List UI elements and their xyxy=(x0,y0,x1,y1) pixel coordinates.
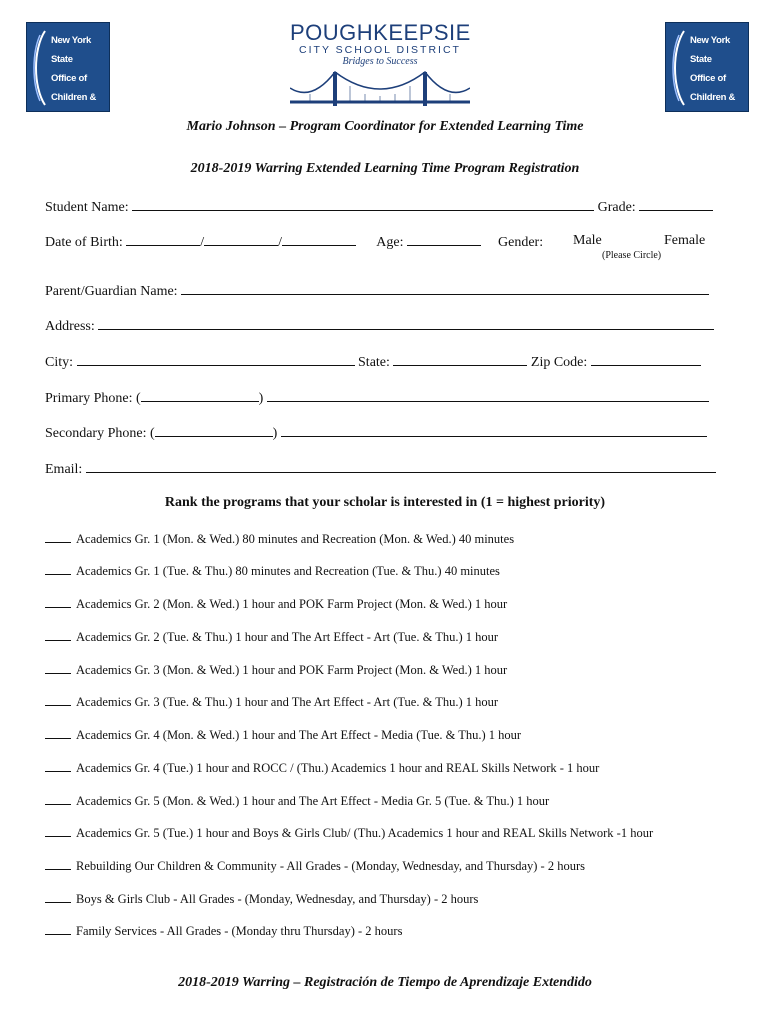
program-label: Academics Gr. 5 (Mon. & Wed.) 1 hour and The Art Effect - Media Gr. 5 (Tue. & Thu.) 1 hour xyxy=(76,794,550,808)
program-label: Academics Gr. 1 (Mon. & Wed.) 80 minutes and Recreation (Mon. & Wed.) 40 minutes xyxy=(76,532,515,546)
rank-input[interactable] xyxy=(45,858,71,870)
rank-title: Rank the programs that your scholar is interested in (1 = highest priority) xyxy=(164,495,606,510)
rank-input[interactable] xyxy=(45,825,71,837)
program-label: Rebuilding Our Children & Community - All Grades - (Monday, Wednesday, and Thursday) - 2 hours xyxy=(76,859,585,873)
coordinator-heading: Mario Johnson – Program Coordinator for Extended Learning Time xyxy=(186,119,584,134)
rank-input[interactable] xyxy=(45,596,71,608)
secondary-phone-area-input[interactable] xyxy=(155,423,273,437)
state-label: State: xyxy=(358,355,390,370)
rank-input[interactable] xyxy=(45,662,71,674)
age-label: Age: xyxy=(376,235,404,250)
please-circle-note: (Please Circle) xyxy=(602,250,662,261)
gender-male-option[interactable]: Male xyxy=(573,233,602,248)
program-label: Academics Gr. 2 (Mon. & Wed.) 1 hour and POK Farm Project (Mon. & Wed.) 1 hour xyxy=(76,597,508,611)
dob-slash: / xyxy=(200,235,205,250)
paren-close: ) xyxy=(272,426,278,441)
ocfs-line: Office of xyxy=(690,73,726,84)
address-label: Address: xyxy=(45,319,95,334)
primary-phone-input[interactable] xyxy=(267,388,709,402)
rank-input[interactable] xyxy=(45,629,71,641)
program-item xyxy=(45,825,653,841)
primary-phone-area-input[interactable] xyxy=(141,388,259,402)
rank-input[interactable] xyxy=(45,793,71,805)
dob-day-input[interactable] xyxy=(204,232,278,246)
dob-label: Date of Birth: xyxy=(45,235,123,250)
ocfs-line: Services xyxy=(51,130,88,141)
rank-input[interactable] xyxy=(45,531,71,543)
district-subtitle: CITY SCHOOL DISTRICT xyxy=(299,44,461,56)
city-input[interactable] xyxy=(77,352,355,366)
program-label: Academics Gr. 3 (Tue. & Thu.) 1 hour and The Art Effect - Art (Tue. & Thu.) 1 hour xyxy=(76,695,499,709)
program-item xyxy=(45,596,507,612)
program-item xyxy=(45,793,549,809)
email-label: Email: xyxy=(45,462,83,477)
program-item xyxy=(45,891,478,907)
district-tagline: Bridges to Success xyxy=(342,56,418,67)
student-name-label: Student Name: xyxy=(45,200,129,215)
program-label: Academics Gr. 5 (Tue.) 1 hour and Boys & Girls Club/ (Thu.) Academics 1 hour and REAL Skills Network -1 hour xyxy=(76,826,654,840)
program-label: Academics Gr. 3 (Mon. & Wed.) 1 hour and POK Farm Project (Mon. & Wed.) 1 hour xyxy=(76,663,508,677)
ocfs-logo-right xyxy=(665,22,749,141)
state-input[interactable] xyxy=(393,352,527,366)
parent-row xyxy=(45,281,709,301)
student-name-row xyxy=(45,197,713,217)
district-name: POUGHKEEPSIE xyxy=(290,20,471,45)
program-item xyxy=(45,760,599,776)
zip-label: Zip Code: xyxy=(530,355,588,370)
dob-month-input[interactable] xyxy=(126,232,200,246)
ocfs-line: New York State xyxy=(690,35,731,65)
program-item xyxy=(45,727,521,743)
rank-input[interactable] xyxy=(45,563,71,575)
rank-input[interactable] xyxy=(45,923,71,935)
rank-input[interactable] xyxy=(45,727,71,739)
age-input[interactable] xyxy=(407,232,481,246)
ocfs-swirl-icon xyxy=(670,29,688,107)
email-row xyxy=(45,459,716,479)
dob-year-input[interactable] xyxy=(282,232,356,246)
primary-phone-label: Primary Phone: ( xyxy=(45,391,141,406)
address-row xyxy=(45,316,714,336)
grade-input[interactable] xyxy=(639,197,713,211)
secondary-phone-label: Secondary Phone: ( xyxy=(45,426,155,441)
ocfs-logo-left xyxy=(26,22,110,141)
city-row xyxy=(45,352,701,372)
gender-female-option[interactable]: Female xyxy=(664,233,706,248)
program-item xyxy=(45,662,507,678)
ocfs-line: Children & Family xyxy=(51,92,97,122)
ocfs-swirl-icon xyxy=(31,29,49,107)
paren-close: ) xyxy=(258,391,264,406)
student-name-input[interactable] xyxy=(132,197,594,211)
rank-input[interactable] xyxy=(45,760,71,772)
secondary-phone-input[interactable] xyxy=(281,423,707,437)
program-label: Academics Gr. 4 (Mon. & Wed.) 1 hour and The Art Effect - Media (Tue. & Thu.) 1 hour xyxy=(76,728,522,742)
program-item xyxy=(45,563,500,579)
program-label: Academics Gr. 1 (Tue. & Thu.) 80 minutes and Recreation (Tue. & Thu.) 40 minutes xyxy=(76,564,500,578)
program-item xyxy=(45,923,402,939)
program-item xyxy=(45,629,498,645)
ocfs-line: Office of xyxy=(51,73,87,84)
program-item xyxy=(45,858,585,874)
city-label: City: xyxy=(45,355,74,370)
rank-input[interactable] xyxy=(45,694,71,706)
address-input[interactable] xyxy=(98,316,714,330)
program-label: Family Services - All Grades - (Monday thru Thursday) - 2 hours xyxy=(76,924,403,938)
email-input[interactable] xyxy=(86,459,716,473)
program-item xyxy=(45,694,498,710)
parent-input[interactable] xyxy=(181,281,709,295)
secondary-phone-row xyxy=(45,423,707,443)
program-label: Academics Gr. 4 (Tue.) 1 hour and ROCC / (Thu.) Academics 1 hour and REAL Skills Network - 1 hour xyxy=(76,761,600,775)
dob-row xyxy=(45,232,543,252)
program-label: Boys & Girls Club - All Grades - (Monday, Wednesday, and Thursday) - 2 hours xyxy=(76,892,479,906)
parent-label: Parent/Guardian Name: xyxy=(45,284,178,299)
grade-label: Grade: xyxy=(597,200,636,215)
bridge-icon xyxy=(290,68,470,108)
ocfs-line: Children & Family xyxy=(690,92,736,122)
ocfs-line: Services xyxy=(690,130,727,141)
dob-slash: / xyxy=(278,235,283,250)
gender-label: Gender: xyxy=(498,235,544,250)
spanish-title: 2018-2019 Warring – Registración de Tiempo de Aprendizaje Extendido xyxy=(178,975,592,990)
rank-input[interactable] xyxy=(45,891,71,903)
program-title: 2018-2019 Warring Extended Learning Time Program Registration xyxy=(190,161,580,176)
program-label: Academics Gr. 2 (Tue. & Thu.) 1 hour and The Art Effect - Art (Tue. & Thu.) 1 hour xyxy=(76,630,499,644)
district-logo xyxy=(290,22,470,108)
primary-phone-row xyxy=(45,388,709,408)
program-item xyxy=(45,531,514,547)
zip-input[interactable] xyxy=(591,352,701,366)
ocfs-line: New York State xyxy=(51,35,92,65)
